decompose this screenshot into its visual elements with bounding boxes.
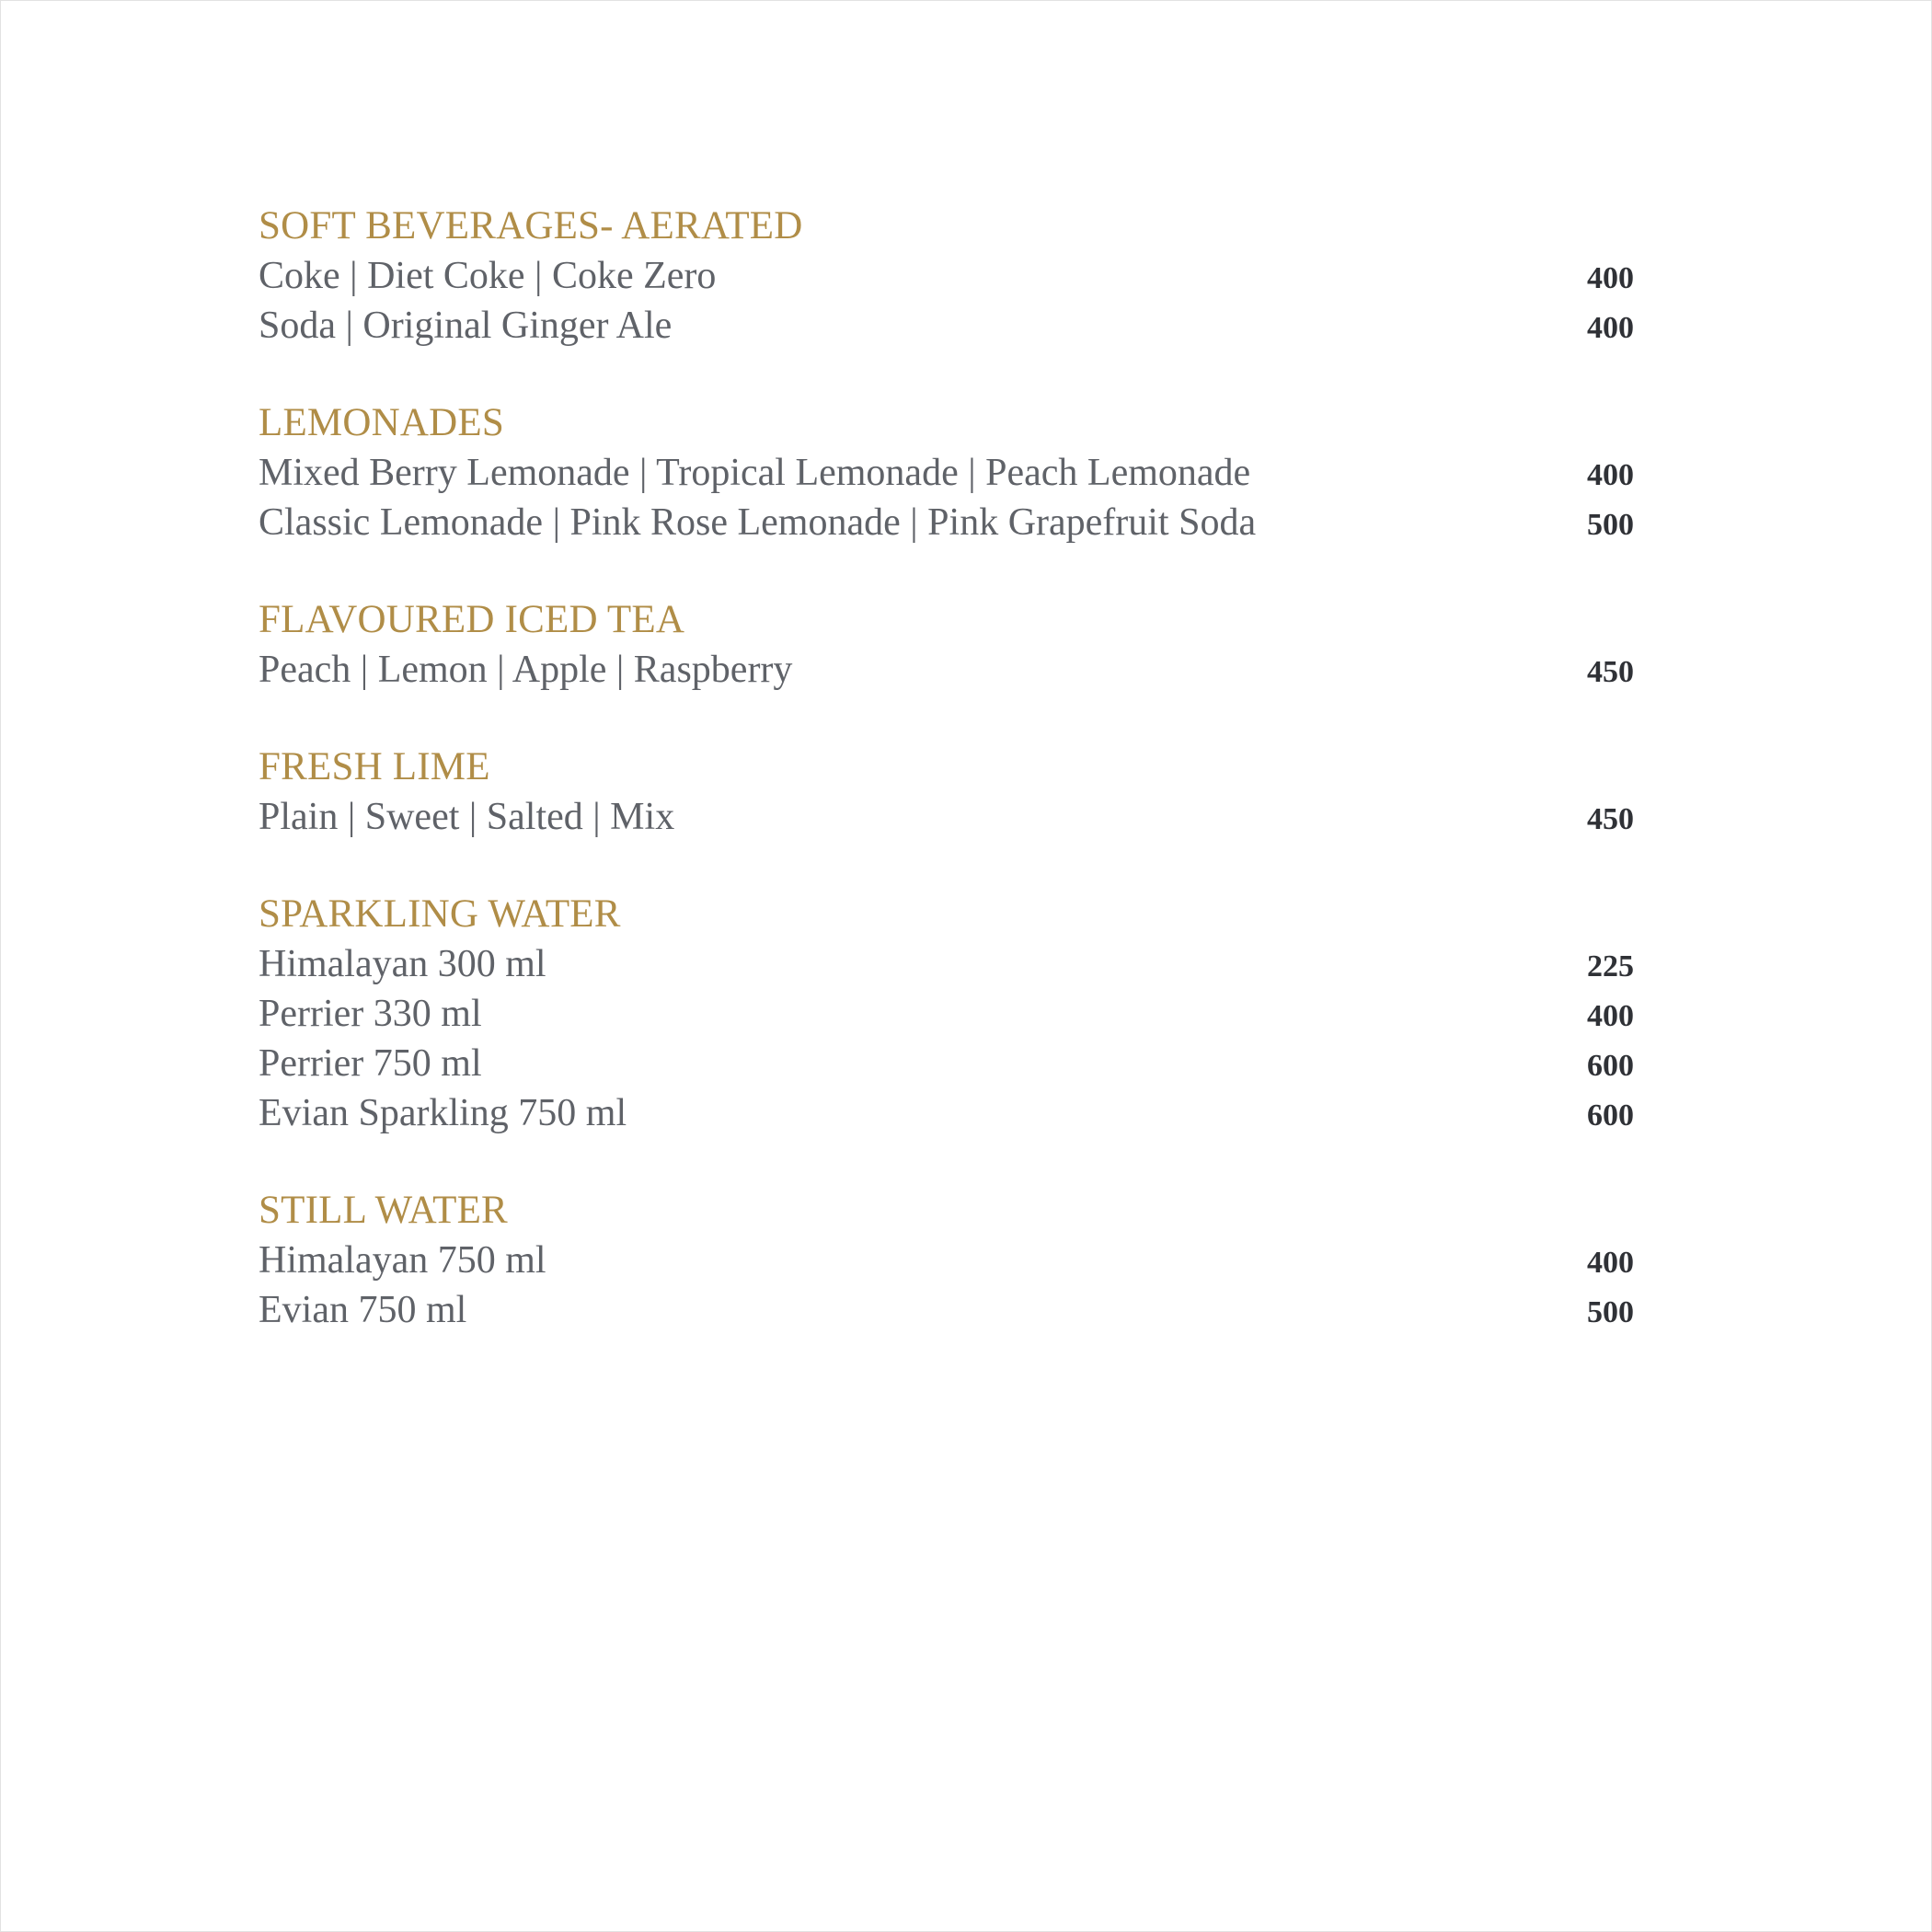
menu-section-lemonades (259, 398, 1634, 547)
menu-section-still-water (259, 1186, 1634, 1335)
menu-item (259, 939, 1634, 989)
item-name: Mixed Berry Lemonade | Tropical Lemonade | Peach Lemonade (259, 452, 1251, 494)
menu-item (259, 448, 1634, 498)
item-name: Soda | Original Ginger Ale (259, 305, 673, 347)
item-name: Coke | Diet Coke | Coke Zero (259, 255, 717, 297)
section-title: LEMONADES (259, 401, 504, 444)
menu-item (259, 498, 1634, 547)
menu-section-sparkling-water (259, 890, 1634, 1138)
item-price: 400 (1587, 999, 1634, 1033)
menu-section-iced-tea (259, 595, 1634, 695)
item-name: Himalayan 300 ml (259, 943, 546, 985)
section-title: SOFT BEVERAGES- AERATED (259, 204, 803, 247)
menu-item (259, 645, 1634, 695)
item-price: 400 (1587, 311, 1634, 345)
item-price: 450 (1587, 655, 1634, 689)
item-name: Classic Lemonade | Pink Rose Lemonade | Pink Grapefruit Soda (259, 501, 1257, 544)
item-price: 500 (1587, 508, 1634, 542)
item-name: Evian Sparkling 750 ml (259, 1092, 627, 1134)
item-price: 450 (1587, 802, 1634, 836)
item-price: 400 (1587, 261, 1634, 295)
menu-item (259, 1285, 1634, 1335)
item-name: Evian 750 ml (259, 1289, 467, 1331)
section-title: SPARKLING WATER (259, 892, 621, 936)
item-price: 225 (1587, 949, 1634, 983)
item-price: 600 (1587, 1098, 1634, 1133)
menu-item (259, 1088, 1634, 1138)
menu-section-fresh-lime (259, 742, 1634, 842)
menu-item (259, 301, 1634, 351)
item-price: 500 (1587, 1295, 1634, 1329)
section-title: STILL WATER (259, 1189, 508, 1232)
beverage-menu (259, 201, 1634, 1383)
menu-item (259, 251, 1634, 301)
item-price: 400 (1587, 1246, 1634, 1280)
item-name: Plain | Sweet | Salted | Mix (259, 796, 675, 838)
item-price: 400 (1587, 458, 1634, 492)
menu-item (259, 989, 1634, 1039)
menu-item (259, 792, 1634, 842)
section-title: FLAVOURED ICED TEA (259, 598, 685, 641)
menu-item (259, 1039, 1634, 1088)
section-title: FRESH LIME (259, 745, 490, 788)
item-name: Himalayan 750 ml (259, 1239, 546, 1282)
item-name: Peach | Lemon | Apple | Raspberry (259, 649, 793, 691)
menu-section-soft-beverages (259, 201, 1634, 351)
item-name: Perrier 330 ml (259, 993, 482, 1035)
menu-item (259, 1236, 1634, 1285)
item-name: Perrier 750 ml (259, 1042, 482, 1085)
item-price: 600 (1587, 1049, 1634, 1083)
